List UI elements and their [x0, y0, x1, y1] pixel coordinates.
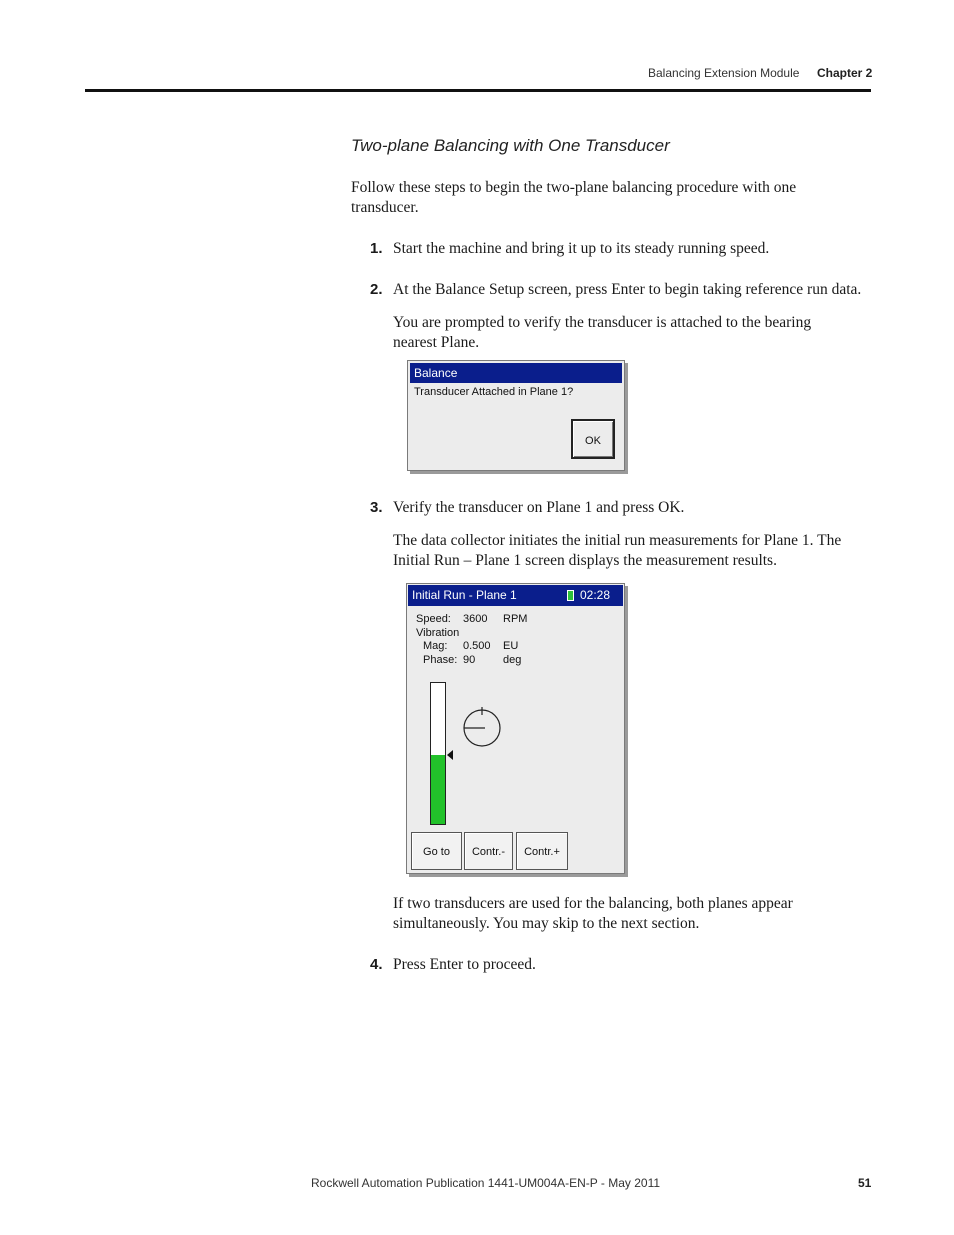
contrast-minus-button[interactable]: Contr.-: [464, 832, 513, 870]
phase-value: 90: [463, 654, 476, 666]
step-3-text: Verify the transducer on Plane 1 and press OK.: [393, 499, 685, 516]
step-2-note: You are prompted to verify the transducer is attached to the bearing nearest Plane.: [393, 314, 812, 351]
header-rule: [85, 89, 871, 92]
speed-unit: RPM: [503, 613, 528, 625]
initial-run-title-bar: [408, 585, 623, 606]
intro-paragraph: Follow these steps to begin the two-plane balancing procedure with one transducer.: [351, 179, 797, 216]
step-2-number: 2.: [370, 281, 383, 298]
step-1-number: 1.: [370, 240, 383, 257]
step-4-number: 4.: [370, 956, 383, 973]
phase-label: Phase:: [423, 654, 458, 666]
running-header-section: Balancing Extension Module: [648, 66, 800, 80]
contrast-plus-button[interactable]: Contr.+: [516, 832, 568, 870]
speed-value: 3600: [463, 613, 488, 625]
running-header-chapter: Chapter 2: [817, 66, 873, 80]
step-3-number: 3.: [370, 499, 383, 516]
balance-dialog-message: Transducer Attached in Plane 1?: [414, 386, 574, 398]
phase-dial-icon: [461, 707, 505, 751]
mag-value: 0.500: [463, 640, 491, 652]
vibration-level-fill: [431, 755, 445, 824]
phase-unit: deg: [503, 654, 522, 666]
ok-button[interactable]: OK: [571, 419, 615, 459]
clock-time: 02:28: [580, 588, 611, 602]
speed-label: Speed:: [416, 613, 451, 625]
step-3-note: The data collector initiates the initial run measurements for Plane 1. The Initial Run – Plane 1 screen displays the measurement results.: [393, 532, 842, 569]
step-2-text: At the Balance Setup screen, press Enter to begin taking reference run data.: [393, 281, 862, 298]
vibration-label: Vibration: [416, 627, 460, 639]
step-3-note-2: If two transducers are used for the balancing, both planes appear simultaneously. You may skip to the next section.: [393, 895, 793, 932]
step-4-text: Press Enter to proceed.: [393, 956, 536, 973]
mag-unit: EU: [503, 640, 519, 652]
section-title: Two-plane Balancing with One Transducer: [351, 136, 670, 155]
initial-run-screenshot: [406, 583, 625, 874]
balance-dialog-title: Balance: [410, 363, 622, 383]
level-pointer-icon: [447, 750, 453, 760]
page-number: 51: [858, 1176, 872, 1190]
mag-label: Mag:: [423, 640, 448, 652]
vibration-level-bar: [430, 682, 446, 825]
step-1-text: Start the machine and bring it up to its steady running speed.: [393, 240, 770, 257]
footer-publication: Rockwell Automation Publication 1441-UM004A-EN-P - May 2011: [311, 1176, 661, 1190]
balance-dialog-screenshot: [407, 360, 625, 471]
battery-icon: [567, 590, 574, 601]
initial-run-title: Initial Run - Plane 1: [412, 588, 517, 602]
goto-button[interactable]: Go to: [411, 832, 462, 870]
